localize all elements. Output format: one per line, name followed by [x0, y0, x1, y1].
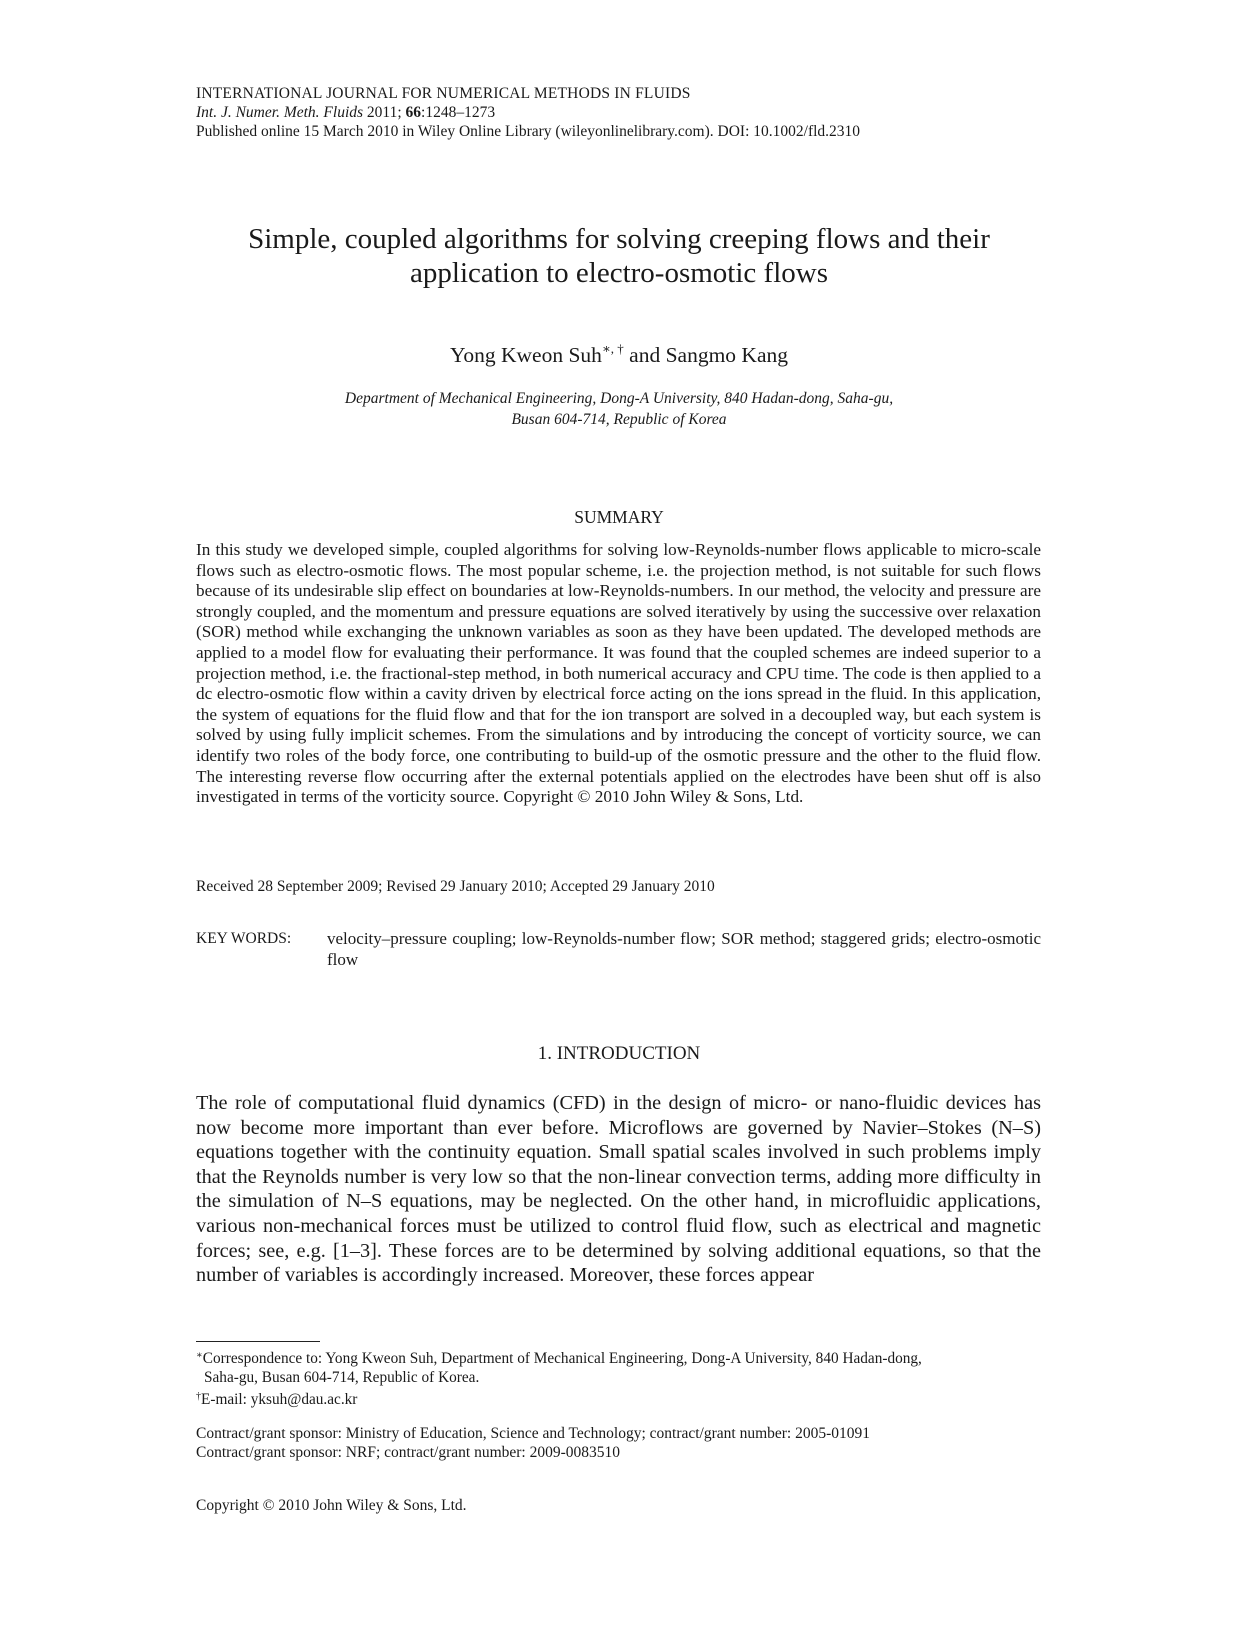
affiliation-line-2: Busan 604-714, Republic of Korea	[511, 411, 727, 428]
author-1: Yong Kweon Suh	[450, 343, 602, 367]
footnote-divider	[196, 1341, 320, 1342]
keywords	[196, 929, 1041, 970]
section-heading-introduction: 1. INTRODUCTION	[537, 1043, 701, 1064]
keywords-label: KEY WORDS:	[196, 930, 292, 947]
journal-name: INTERNATIONAL JOURNAL FOR NUMERICAL METHODS IN FLUIDS	[196, 85, 691, 102]
grant-sponsors	[196, 1424, 1041, 1462]
citation-line	[196, 103, 1046, 122]
author-1-marks: ∗, †	[601, 341, 624, 356]
footnote-email	[196, 1387, 1041, 1409]
publication-info: Published online 15 March 2010 in Wiley Online Library (wileyonlinelibrary.com). DOI: 10.1002/fld.2310	[196, 123, 861, 140]
affiliation-line-1: Department of Mechanical Engineering, Dong-A University, 840 Hadan-dong, Saha-gu,	[344, 390, 894, 407]
citation-pages: :1248–1273	[421, 104, 496, 121]
author-conjunction: and	[629, 343, 661, 367]
grant-sponsor-2: Contract/grant sponsor: NRF; contract/grant number: 2009-0083510	[196, 1444, 621, 1461]
copyright-notice: Copyright © 2010 John Wiley & Sons, Ltd.	[196, 1497, 467, 1514]
citation-year: 2011;	[366, 104, 402, 121]
introduction-text: The role of computational fluid dynamics (CFD) in the design of micro- or nano-fluidic devices has now become more important than ever before. Microflows are governed by Navier–Stokes (N–S) equations together with the continuity equation. Small spatial scales involved in such problems imply that the Reynolds number is very low so that the non-linear convection terms, adding more difficulty in the simulation of N–S equations, may be neglected. On the other hand, in microfluidic applications, various non-mechanical forces must be utilized to control fluid flow, such as electrical and magnetic forces; see, e.g. [1–3]. These forces are to be determined by solving additional equations, so that the number of variables is accordingly increased. Moreover, these forces appear	[196, 1092, 1041, 1287]
footnote-correspondence-line-1: Correspondence to: Yong Kweon Suh, Department of Mechanical Engineering, Dong-A University, 840 Hadan-dong,	[202, 1350, 922, 1367]
paper-title	[120, 222, 1118, 290]
author-2: Sangmo Kang	[665, 343, 788, 367]
received-dates: Received 28 September 2009; Revised 29 January 2010; Accepted 29 January 2010	[196, 878, 715, 895]
title-line-1: Simple, coupled algorithms for solving creeping flows and their	[248, 223, 990, 255]
summary-heading: SUMMARY	[574, 507, 664, 527]
affiliation	[120, 388, 1118, 430]
summary-text: In this study we developed simple, coupled algorithms for solving low-Reynolds-number flows applicable to micro-scale flows such as electro-osmotic flows. The most popular scheme, i.e. the projection method, is not suitable for such flows because of its undesirable slip effect on boundaries at low-Reynolds-numbers. In our method, the velocity and pressure are strongly coupled, and the momentum and pressure equations are solved iteratively by using the successive over relaxation (SOR) method while exchanging the unknown variables as soon as they have been updated. The developed methods are applied to a model flow for evaluating their performance. It was found that the coupled schemes are indeed superior to a projection method, i.e. the fractional-step method, in both numerical accuracy and CPU time. The code is then applied to a dc electro-osmotic flow within a cavity driven by electrical force acting on the ions spread in the fluid. In this application, the system of equations for the fluid flow and that for the ion transport are solved in a decoupled way, but each system is solved by using fully implicit schemes. From the simulations and by introducing the concept of vorticity source, we can identify two roles of the body force, one contributing to build-up of the osmotic pressure and the other to the fluid flow. The interesting reverse flow occurring after the external potentials applied on the electrodes have been shut off is also investigated in terms of the vorticity source. Copyright © 2010 John Wiley & Sons, Ltd.	[196, 540, 1041, 807]
citation-volume: 66	[405, 104, 422, 121]
footnote-mark-2: †	[196, 1391, 201, 1402]
keywords-text: velocity–pressure coupling; low-Reynolds-number flow; SOR method; staggered grids; electro-osmotic flow	[327, 929, 1041, 969]
journal-header	[196, 84, 1046, 141]
footnote-correspondence-line-2: Saha-gu, Busan 604-714, Republic of Korea.	[204, 1369, 480, 1386]
journal-abbrev: Int. J. Numer. Meth. Fluids	[196, 104, 364, 121]
footnote-mark-1: ∗	[196, 1350, 203, 1361]
footnote-email-text: E-mail: yksuh@dau.ac.kr	[201, 1391, 358, 1408]
grant-sponsor-1: Contract/grant sponsor: Ministry of Education, Science and Technology; contract/grant number: 2005-01091	[196, 1425, 871, 1442]
footnotes	[196, 1346, 1041, 1409]
footnote-correspondence	[196, 1346, 1041, 1368]
title-line-2: application to electro-osmotic flows	[410, 257, 828, 289]
author-list	[120, 336, 1118, 368]
